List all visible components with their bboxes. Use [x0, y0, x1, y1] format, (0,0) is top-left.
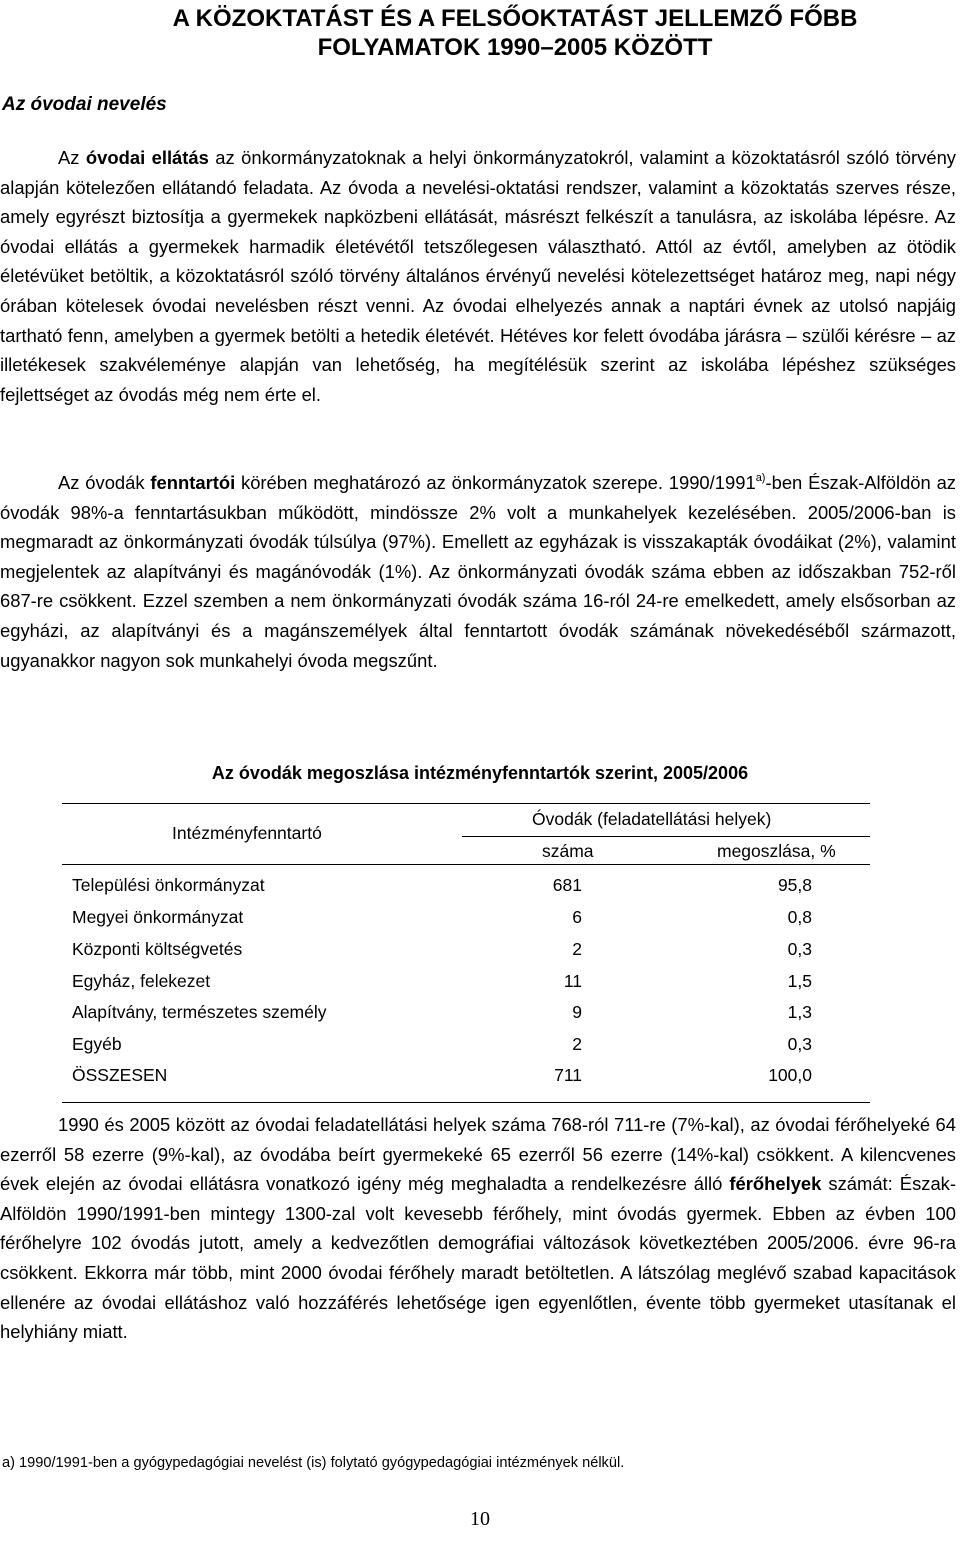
row-share: 95,8 — [777, 875, 812, 895]
header-group: Óvodák (feladatellátási helyek) — [532, 809, 772, 829]
row-share: 0,8 — [787, 907, 812, 927]
paragraph-text: körében meghatározó az önkormányzatok szerepe. 1990/1991 — [235, 472, 756, 493]
row-share: 0,3 — [787, 939, 812, 959]
table-group-rule — [462, 836, 870, 837]
paragraph-text: -ben Észak-Alföldön az óvodák 98%-a fenntartásukban működött, mindössze 2% volt a munkahelyek kezelésében. 2005/2006-ban is megmaradt az önkormányzati óvodák túlsúlya (97%). Emellett az egyházak is visszakapták óvodáikat (2%), valamint megjelentek az alapítványi és magánóvodák (1%). Az önkormányzati óvodák száma ebben az időszakban 752-ről 687-re csökkent. Ezzel szemben a nem önkormányzati óvodák száma 16-ról 24-re emelkedett, amely elsősorban az egyházi, az alapítványi és a magánszemélyek által fenntartott óvodák számának növekedéséből származott, ugyanakkor nagyon sok munkahelyi óvoda megszűnt. — [0, 472, 956, 671]
emphasis-term: fenntartói — [150, 472, 236, 493]
paragraph-maintainers — [0, 468, 956, 675]
row-count: 2 — [572, 939, 582, 959]
row-share: 100,0 — [768, 1065, 812, 1085]
row-count: 9 — [572, 1002, 582, 1022]
table-title: Az óvodák megoszlása intézményfenntartók szerint, 2005/2006 — [211, 763, 749, 783]
section-heading: Az óvodai nevelés — [2, 94, 167, 115]
row-count: 2 — [572, 1034, 582, 1054]
row-label: Egyház, felekezet — [72, 971, 211, 991]
row-share: 1,3 — [787, 1002, 812, 1022]
header-share: megoszlása, % — [717, 841, 836, 861]
footnote: a) 1990/1991-ben a gyógypedagógiai nevelést (is) folytató gyógypedagógiai intézmények nélkül. — [2, 1455, 625, 1471]
title-line-1: A KÖZOKTATÁST ÉS A FELSŐOKTATÁST JELLEMZŐ FŐBB — [172, 5, 858, 32]
row-label: Egyéb — [72, 1034, 122, 1054]
row-label: Megyei önkormányzat — [72, 907, 244, 927]
row-label: Központi költségvetés — [72, 939, 243, 959]
paragraph-text: az önkormányzatoknak a helyi önkormányzatokról, valamint a közoktatásról szóló törvény alapján kötelezően ellátandó feladata. Az óvoda a nevelési-oktatási rendszer, valamint a közoktatás szerves része, amely egyrészt biztosítja a gyermekek napközbeni ellátását, másrészt felkészít a tanulásra, az iskolába lépésre. Az óvodai ellátás a gyermekek harmadik életévétől tetszőlegesen választható. Attól az évtől, amelyben az ötödik életévüket betöltik, a közoktatásról szóló törvény általános érvényű nevelési kötelezettséget határoz meg, napi négy órában kötelesek óvodai nevelésben részt venni. Az óvodai elhelyezés annak a naptári évnek az utolsó napjáig tartható fenn, amelyben a gyermek betölti a hetedik életévét. Hétéves kor felett óvodába járásra – szülői kérésre – az illetékesek szakvéleménye alapján van lehetőség, ha megítélésük szerint az iskolába lépéshez szükséges fejlettséget az óvodás még nem érte el. — [0, 147, 956, 405]
header-maintainer: Intézményfenntartó — [172, 823, 322, 843]
page-title — [80, 4, 950, 62]
kindergarten-table — [62, 803, 870, 1103]
paragraph-intro — [0, 143, 956, 409]
row-count: 11 — [563, 971, 582, 991]
table-header-rule — [62, 864, 870, 865]
row-label: ÖSSZESEN — [72, 1065, 168, 1085]
row-count: 6 — [572, 907, 582, 927]
row-share: 1,5 — [787, 971, 812, 991]
paragraph-capacity — [0, 1110, 956, 1347]
row-share: 0,3 — [787, 1034, 812, 1054]
paragraph-text: Az — [58, 147, 86, 168]
table-top-rule — [62, 803, 870, 804]
paragraph-text: számát: Észak-Alföldön 1990/1991-ben mintegy 1300-zal volt kevesebb férőhely, mint óvodás gyermek. Ebben az évben 100 férőhelyre 102 óvodás jutott, amely a kedvezőtlen demográfiai változások következtében 2005/2006. évre 96-ra csökkent. Ekkorra már több, mint 2000 óvodai férőhely maradt betöltetlen. A látszólag meglévő szabad kapacitások ellenére az óvodai ellátáshoz való hozzáférés lehetősége igen egyenlőtlen, évente több gyermeket utasítanak el helyhiány miatt. — [0, 1173, 957, 1343]
emphasis-term: férőhelyek — [729, 1173, 822, 1195]
row-label: Települési önkormányzat — [72, 875, 265, 895]
row-count: 711 — [554, 1065, 582, 1085]
emphasis-term: óvodai ellátás — [85, 147, 209, 168]
paragraph-text: Az óvodák — [58, 472, 151, 493]
row-count: 681 — [552, 875, 582, 895]
page-number: 10 — [470, 1508, 490, 1530]
paragraph-text: 1990 és 2005 között az óvodai feladatellátási helyek száma 768-ról 711-re (7%-kal), az óvodai férőhelyeké 64 ezerről 58 ezerre (9%-kal), az óvodába beírt gyermekeké 65 ezerről 56 ezerre (14%-kal) csökkent. A kilencvenes évek elején az óvodai ellátásra vonatkozó igény még meghaladta a rendelkezésre álló — [0, 1114, 956, 1195]
row-label: Alapítvány, természetes személy — [72, 1002, 327, 1022]
footnote-marker: a) — [755, 472, 766, 484]
header-count: száma — [542, 841, 594, 861]
title-line-2: FOLYAMATOK 1990–2005 KÖZÖTT — [317, 34, 713, 61]
table-bottom-rule — [62, 1102, 870, 1103]
